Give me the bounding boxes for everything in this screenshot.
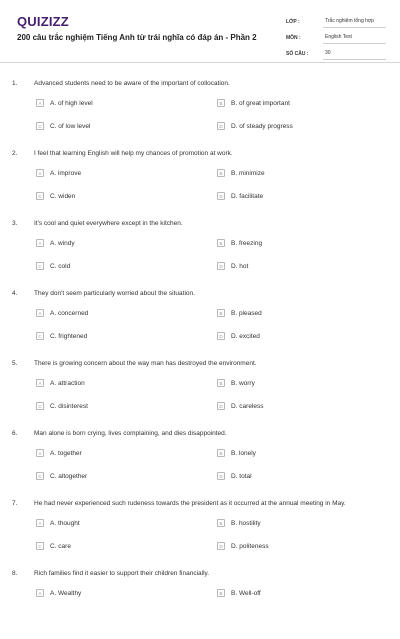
option-label: A. together	[50, 449, 82, 457]
answer-option-a[interactable]	[36, 589, 81, 597]
answer-option-b[interactable]	[217, 169, 265, 177]
answer-option-c[interactable]	[36, 472, 87, 480]
worksheet-header	[0, 0, 400, 58]
option-label: B. lonely	[231, 449, 256, 457]
option-letter-box: B	[217, 99, 225, 107]
question-list	[0, 79, 400, 639]
question-text: I feel that learning English will help my chances of promotion at work.	[34, 150, 233, 157]
question-item	[0, 219, 400, 289]
option-label: C. disinterest	[50, 402, 88, 410]
question-header	[12, 569, 209, 578]
worksheet-title: 200 câu trắc nghiệm Tiếng Anh từ trái nghĩa có đáp án - Phần 2	[17, 33, 257, 42]
option-label: A. concerned	[50, 309, 89, 317]
meta-row-subject	[286, 28, 386, 44]
option-label: D. politeness	[231, 542, 269, 550]
option-letter-box: B	[217, 309, 225, 317]
answer-option-c[interactable]	[36, 262, 70, 270]
option-label: D. facilitate	[231, 192, 264, 200]
option-letter-box: C	[36, 192, 44, 200]
answer-option-b[interactable]	[217, 379, 255, 387]
question-item	[0, 289, 400, 359]
answer-option-b[interactable]	[217, 309, 262, 317]
option-letter-box: D	[217, 402, 225, 410]
question-item	[0, 149, 400, 219]
option-label: B. worry	[231, 379, 255, 387]
option-label: D. careless	[231, 402, 264, 410]
header-divider	[0, 62, 400, 63]
answer-option-a[interactable]	[36, 379, 85, 387]
option-letter-box: A	[36, 309, 44, 317]
option-label: A. of high level	[50, 99, 93, 107]
option-label: D. total	[231, 472, 252, 480]
option-label: C. widen	[50, 192, 76, 200]
option-letter-box: A	[36, 379, 44, 387]
question-text: Rich families find it easier to support their children financially.	[34, 570, 210, 577]
answer-option-b[interactable]	[217, 449, 256, 457]
option-letter-box: B	[217, 449, 225, 457]
option-letter-box: A	[36, 589, 44, 597]
answer-option-b[interactable]	[217, 99, 290, 107]
option-label: A. Wealthy	[50, 589, 82, 597]
answer-option-c[interactable]	[36, 542, 71, 550]
option-letter-box: B	[217, 589, 225, 597]
answer-option-c[interactable]	[36, 192, 75, 200]
answer-option-a[interactable]	[36, 169, 81, 177]
question-item	[0, 359, 400, 429]
meta-key: MÔN :	[286, 35, 301, 41]
meta-value: Trắc nghiệm tổng hợp	[323, 18, 386, 28]
option-letter-box: A	[36, 99, 44, 107]
option-letter-box: D	[217, 542, 225, 550]
answer-option-b[interactable]	[217, 519, 261, 527]
question-header	[12, 359, 257, 368]
option-label: B. of great important	[231, 99, 290, 107]
answer-option-d[interactable]	[217, 122, 293, 130]
answer-option-d[interactable]	[217, 332, 260, 340]
option-label: D. hot	[231, 262, 249, 270]
option-letter-box: C	[36, 122, 44, 130]
question-header	[12, 219, 183, 228]
answer-option-a[interactable]	[36, 239, 75, 247]
option-letter-box: C	[36, 332, 44, 340]
meta-row-class	[286, 12, 386, 28]
answer-option-c[interactable]	[36, 332, 87, 340]
answer-option-b[interactable]	[217, 239, 262, 247]
option-label: C. care	[50, 542, 71, 550]
option-label: C. of low level	[50, 122, 91, 130]
question-header	[12, 289, 195, 298]
question-header	[12, 149, 233, 158]
quizizz-logo: QUIZIZZ	[17, 14, 69, 29]
answer-option-d[interactable]	[217, 402, 264, 410]
option-letter-box: A	[36, 239, 44, 247]
answer-option-a[interactable]	[36, 309, 88, 317]
option-letter-box: D	[217, 122, 225, 130]
option-label: D. of steady progress	[231, 122, 293, 130]
option-letter-box: B	[217, 379, 225, 387]
question-header	[12, 79, 230, 88]
option-letter-box: C	[36, 542, 44, 550]
question-text: Advanced students need to be aware of the important of collocation.	[34, 80, 230, 87]
option-letter-box: C	[36, 472, 44, 480]
option-label: B. pleased	[231, 309, 262, 317]
meta-value: 30	[323, 50, 386, 60]
answer-option-d[interactable]	[217, 192, 263, 200]
option-label: B. hostility	[231, 519, 261, 527]
option-label: A. windy	[50, 239, 75, 247]
option-letter-box: C	[36, 402, 44, 410]
question-text: Man alone is born crying, lives complaining, and dies disappointed.	[34, 430, 227, 437]
option-label: A. improve	[50, 169, 82, 177]
answer-option-d[interactable]	[217, 472, 252, 480]
option-letter-box: A	[36, 449, 44, 457]
answer-option-d[interactable]	[217, 542, 269, 550]
question-text: They don't seem particularly worried about the situation.	[34, 290, 195, 297]
option-label: C. frightened	[50, 332, 88, 340]
answer-option-a[interactable]	[36, 519, 80, 527]
question-number: 3.	[12, 220, 18, 227]
option-label: A. thought	[50, 519, 80, 527]
answer-option-c[interactable]	[36, 402, 88, 410]
question-text: It's cool and quiet everywhere except in the kitchen.	[34, 220, 183, 227]
question-number: 4.	[12, 290, 18, 297]
option-letter-box: A	[36, 169, 44, 177]
meta-key: SỐ CÂU :	[286, 51, 309, 57]
option-letter-box: D	[217, 262, 225, 270]
answer-option-b[interactable]	[217, 589, 261, 597]
question-text: He had never experienced such rudeness towards the president as it occurred at the annual meeting in May.	[34, 500, 346, 507]
question-item	[0, 79, 400, 149]
question-number: 7.	[12, 500, 18, 507]
question-number: 2.	[12, 150, 18, 157]
meta-row-count	[286, 44, 386, 60]
option-label: B. freezing	[231, 239, 263, 247]
option-label: C. cold	[50, 262, 71, 270]
question-header	[12, 499, 346, 508]
question-header	[12, 429, 227, 438]
answer-option-a[interactable]	[36, 99, 93, 107]
question-number: 5.	[12, 360, 18, 367]
option-label: B. minimize	[231, 169, 265, 177]
option-letter-box: D	[217, 192, 225, 200]
question-number: 6.	[12, 430, 18, 437]
meta-key: LỚP :	[286, 19, 300, 25]
answer-option-c[interactable]	[36, 122, 90, 130]
option-letter-box: D	[217, 472, 225, 480]
question-item	[0, 569, 400, 639]
answer-option-d[interactable]	[217, 262, 248, 270]
option-letter-box: B	[217, 239, 225, 247]
question-item	[0, 429, 400, 499]
meta-value: English Test	[323, 34, 386, 44]
question-number: 8.	[12, 570, 18, 577]
question-item	[0, 499, 400, 569]
question-number: 1.	[12, 80, 18, 87]
question-text: There is growing concern about the way man has destroyed the environment.	[34, 360, 257, 367]
option-letter-box: B	[217, 519, 225, 527]
option-label: C. altogether	[50, 472, 88, 480]
option-letter-box: C	[36, 262, 44, 270]
option-label: B. Well-off	[231, 589, 261, 597]
worksheet-meta	[286, 12, 386, 60]
option-label: D. excited	[231, 332, 260, 340]
option-label: A. attraction	[50, 379, 85, 387]
option-letter-box: D	[217, 332, 225, 340]
option-letter-box: A	[36, 519, 44, 527]
answer-option-a[interactable]	[36, 449, 82, 457]
option-letter-box: B	[217, 169, 225, 177]
